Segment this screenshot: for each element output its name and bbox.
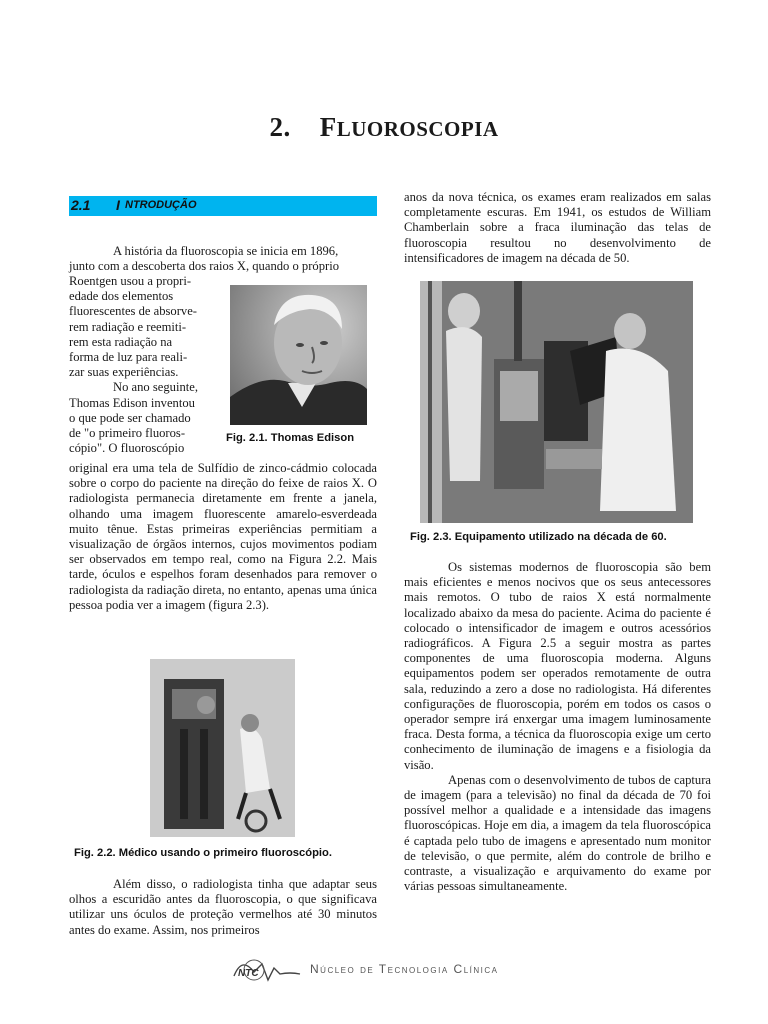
fig-2-2-caption: Fig. 2.2. Médico usando o primeiro fluoroscópio. bbox=[74, 847, 332, 859]
equipment-60s-photo bbox=[420, 281, 693, 523]
text-line: rem esta radiação na bbox=[69, 334, 173, 349]
text-paragraph: Os sistemas modernos de fluoroscopia são bem mais eficientes e menos nocivos que os seus antecessores mais remotos. O tubo de raios X está normalmente localizado abaixo da mesa do paciente. Acima do paciente é colocado o intensificador de imagem e outros acessórios radiográficos. A Figura 2.5 a seguir mostra as partes componentes de uma fluoroscopia moderna. Alguns equipamentos podem ser operados remotamente de outra sala, reduzindo a zero a dose no radiologista. Há diferentes configurações de fluoroscopia, porém em todos os casos o operador sempre irá enxergar uma imagem luminosamente fraca. Desta forma, a técnica da fluoroscopia exige um certo conhecimento de iluminação de imagens e a fisiologia da visão. bbox=[404, 560, 711, 772]
section-title-rest: NTRODUÇÃO bbox=[125, 199, 197, 211]
chapter-title-rest: LUOROSCOPIA bbox=[336, 117, 499, 141]
text-line: A história da fluoroscopia se inicia em 1896, bbox=[113, 244, 339, 258]
portrait-illustration bbox=[230, 285, 367, 425]
section-title-initial: I bbox=[116, 197, 120, 213]
left-para1-full bbox=[69, 244, 377, 274]
text-line: edade dos elementos bbox=[69, 289, 174, 304]
text-line: fluorescentes de absorve- bbox=[69, 304, 197, 319]
chapter-title bbox=[0, 112, 768, 143]
chapter-title-initial: F bbox=[319, 112, 337, 142]
text-paragraph: original era uma tela de Sulfídio de zinco-cádmio colocada sobre o corpo do paciente na direção do feixe de raios X. O radiologista permanecia diretamente em frente a janela, olhando uma imagem fluorescente amarelo-esverdeada muito tênue. Estas primeiras experiências permitiam a visualização de órgãos internos, cujos movimentos podiam ser observados em tempo real, como na Figura 2.2. Mais tarde, óculos e espelhos foram desenhados para remover o radiologista da radiação direta, no entanto, apenas uma única pessoa podia ver a imagem (figura 2.3). bbox=[69, 461, 377, 612]
fig-2-3-caption: Fig. 2.3. Equipamento utilizado na década de 60. bbox=[410, 531, 667, 543]
text-line: zar suas experiências. bbox=[69, 365, 179, 380]
text-line: forma de luz para reali- bbox=[69, 350, 188, 365]
text-line: junto com a descoberta dos raios X, quando o próprio bbox=[69, 259, 340, 274]
left-para3 bbox=[69, 877, 377, 938]
left-para1-wrap bbox=[69, 274, 217, 456]
section-number: 2.1 bbox=[71, 197, 91, 213]
text-line: cópio". O fluoroscópio bbox=[69, 441, 185, 456]
text-paragraph: anos da nova técnica, os exames eram realizados em salas completamente escuras. Em 1941, os estudos de William Chamberlain sobre a fraca iluminação das telas de fluoroscopia resultou no desenvolvimento de intensificadores de imagem na década de 50. bbox=[404, 190, 711, 265]
fig-2-1-caption: Fig. 2.1. Thomas Edison bbox=[226, 432, 355, 444]
org-name: Núcleo de Tecnologia Clínica bbox=[310, 962, 499, 976]
first-fluoroscope-photo bbox=[150, 659, 295, 837]
text-paragraph: Além disso, o radiologista tinha que adaptar seus olhos a escuridão antes da fluoroscopia, o que significava utilizar uns óculos de proteção vermelhos até 30 minutos antes do exame. Assim, nos primeiros bbox=[69, 877, 377, 937]
text-line: rem radiação e reemiti- bbox=[69, 319, 187, 334]
footer bbox=[0, 954, 768, 990]
right-para2 bbox=[404, 560, 711, 894]
right-para1 bbox=[404, 190, 711, 266]
text-line: No ano seguinte, bbox=[113, 380, 198, 395]
thomas-edison-photo bbox=[230, 285, 367, 425]
equipment-illustration bbox=[420, 281, 693, 523]
fluoroscope-illustration bbox=[150, 659, 295, 837]
ntc-logo-icon bbox=[232, 954, 302, 986]
chapter-number: 2. bbox=[269, 112, 291, 142]
left-para2-full bbox=[69, 461, 377, 613]
text-line: de "o primeiro fluoros- bbox=[69, 426, 186, 441]
text-line: Thomas Edison inventou bbox=[69, 395, 195, 410]
text-paragraph: Apenas com o desenvolvimento de tubos de captura de imagem (para a televisão) no final da década de 70 foi possível melhor a qualidade e a intensidade das imagens fluoroscópicas. Hoje em dia, a imagem da tela fluoroscópica é captada pelo tubo de imagens e apresentado num monitor de televisão, o que permite, além do controle de brilho e contraste, a visualização e arquivamento do exame por várias pessoas simultaneamente. bbox=[404, 772, 711, 894]
text-line: Roentgen usou a propri- bbox=[69, 274, 192, 288]
section-heading bbox=[69, 196, 377, 216]
text-line: o que pode ser chamado bbox=[69, 410, 191, 425]
logo-text: NTC bbox=[238, 968, 259, 979]
